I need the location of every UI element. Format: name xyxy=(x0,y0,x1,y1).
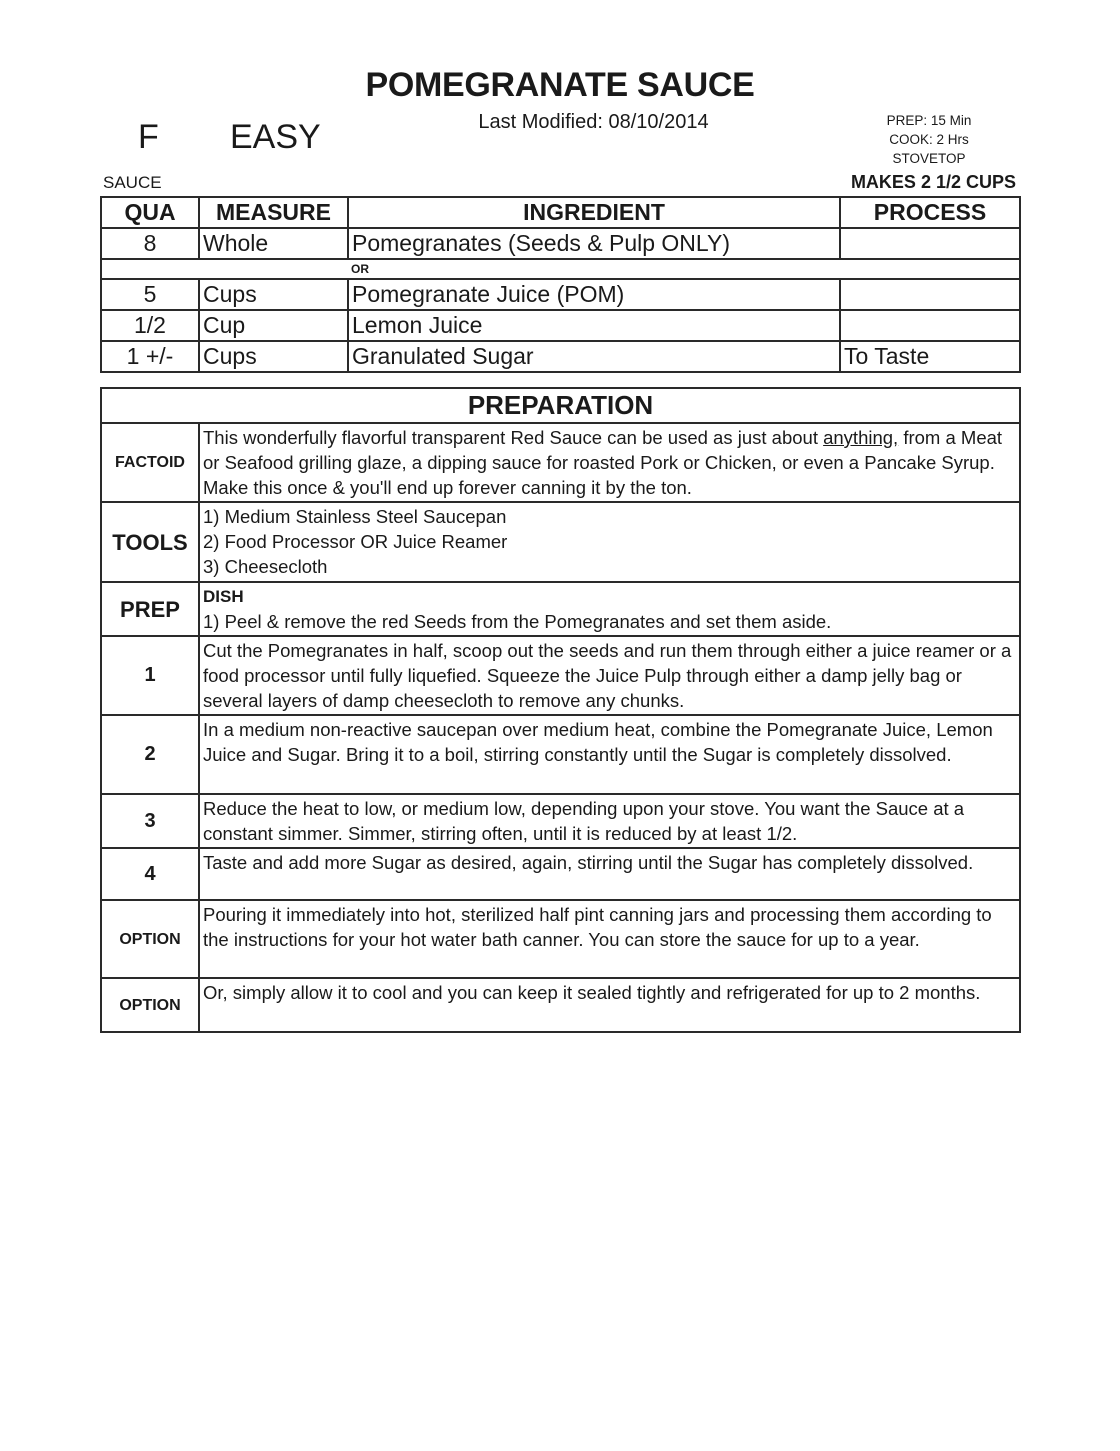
time-info xyxy=(870,111,988,168)
option-row xyxy=(101,978,1020,1032)
column-header-measure: MEASURE xyxy=(199,197,348,228)
prep-text: 1) Peel & remove the red Seeds from the Pomegranates and set them aside. xyxy=(203,611,832,632)
step-label: 1 xyxy=(101,636,199,715)
ingredient-name: Granulated Sugar xyxy=(348,341,840,372)
ingredient-separator-row xyxy=(101,259,1020,279)
last-modified: Last Modified: 08/10/2014 xyxy=(478,111,709,133)
step-text: Cut the Pomegranates in half, scoop out the seeds and run them through either a juice reamer or a food processor until fully liquefied. Squeeze the Juice Pulp through either a damp jelly bag or several layers of damp cheesecloth to remove any chunks. xyxy=(199,636,1020,715)
recipe-category: SAUCE xyxy=(103,173,162,192)
tool-item: 1) Medium Stainless Steel Saucepan xyxy=(203,506,507,527)
cook-time: COOK: 2 Hrs xyxy=(889,132,969,147)
recipe-yield: MAKES 2 1/2 CUPS xyxy=(850,172,1016,192)
preparation-table xyxy=(100,387,1021,1033)
cook-method: STOVETOP xyxy=(892,151,966,166)
prep-time: PREP: 15 Min xyxy=(886,113,972,128)
column-header-process: PROCESS xyxy=(840,197,1020,228)
ingredient-name: Pomegranate Juice (POM) xyxy=(348,279,840,310)
difficulty-label: EASY xyxy=(230,118,321,156)
prep-label: PREP xyxy=(101,582,199,636)
ingredient-process xyxy=(840,279,1020,310)
ingredient-process xyxy=(840,228,1020,259)
tool-item: 2) Food Processor OR Juice Reamer xyxy=(203,531,508,552)
separator-or: OR xyxy=(348,259,1020,279)
step-text: Reduce the heat to low, or medium low, depending upon your stove. You want the Sauce at a constant simmer. Simmer, stirring often, until it is reduced by at least 1/2. xyxy=(199,794,1020,848)
ingredient-quantity: 8 xyxy=(101,228,199,259)
tools-label: TOOLS xyxy=(101,502,199,582)
column-header-qua: QUA xyxy=(101,197,199,228)
step-row xyxy=(101,636,1020,715)
prep-row xyxy=(101,582,1020,636)
ingredient-measure: Whole xyxy=(199,228,348,259)
ingredient-row xyxy=(101,341,1020,372)
step-text: Taste and add more Sugar as desired, again, stirring until the Sugar has completely dissolved. xyxy=(199,848,1020,900)
ingredient-process xyxy=(840,310,1020,341)
factoid-text-end: from a Meat or Seafood grilling glaze, a dipping sauce for roasted Pork or Chicken, or even a Pancake Syrup. Make this once & you'll end up forever canning it by the ton. xyxy=(203,427,1003,498)
ingredient-measure: Cup xyxy=(199,310,348,341)
option-text: Or, simply allow it to cool and you can keep it sealed tightly and refrigerated for up to 2 months. xyxy=(199,978,1020,1032)
factoid-text xyxy=(199,423,1020,502)
ingredients-header-row xyxy=(101,197,1020,228)
ingredient-measure: Cups xyxy=(199,279,348,310)
option-text: Pouring it immediately into hot, sterilized half pint canning jars and processing them according to the instructions for your hot water bath canner. You can store the sauce for up to a year. xyxy=(199,900,1020,978)
option-row xyxy=(101,900,1020,978)
step-label: 4 xyxy=(101,848,199,900)
factoid-row xyxy=(101,423,1020,502)
step-label: 3 xyxy=(101,794,199,848)
step-label: 2 xyxy=(101,715,199,794)
ingredient-row xyxy=(101,228,1020,259)
ingredient-process: To Taste xyxy=(840,341,1020,372)
ingredient-row xyxy=(101,310,1020,341)
prep-content xyxy=(199,582,1020,636)
tool-item: 3) Cheesecloth xyxy=(203,556,328,577)
prep-subheading: DISH xyxy=(203,587,244,606)
preparation-heading: PREPARATION xyxy=(101,388,1020,423)
step-row xyxy=(101,794,1020,848)
recipe-title: POMEGRANATE SAUCE xyxy=(365,66,755,104)
preparation-header-row xyxy=(101,388,1020,423)
ingredient-name: Pomegranates (Seeds & Pulp ONLY) xyxy=(348,228,840,259)
step-row xyxy=(101,715,1020,794)
factoid-text-start: This wonderfully flavorful transparent Red Sauce can be used as just about xyxy=(203,427,824,448)
factoid-label: FACTOID xyxy=(101,423,199,502)
ingredient-measure: Cups xyxy=(199,341,348,372)
ingredient-quantity: 5 xyxy=(101,279,199,310)
recipe-class-letter: F xyxy=(138,118,159,156)
separator-spacer xyxy=(101,259,348,279)
option-label: OPTION xyxy=(101,978,199,1032)
ingredient-quantity: 1 +/- xyxy=(101,341,199,372)
step-text: In a medium non-reactive saucepan over medium heat, combine the Pomegranate Juice, Lemon Juice and Sugar. Bring it to a boil, stirring constantly until the Sugar is completely dissolved. xyxy=(199,715,1020,794)
ingredient-name: Lemon Juice xyxy=(348,310,840,341)
ingredients-table xyxy=(100,196,1021,373)
ingredient-row xyxy=(101,279,1020,310)
column-header-ingredient: INGREDIENT xyxy=(348,197,840,228)
tools-row xyxy=(101,502,1020,582)
step-row xyxy=(101,848,1020,900)
factoid-emphasis: anything, xyxy=(823,427,899,448)
tools-list xyxy=(199,502,1020,582)
ingredient-quantity: 1/2 xyxy=(101,310,199,341)
option-label: OPTION xyxy=(101,900,199,978)
